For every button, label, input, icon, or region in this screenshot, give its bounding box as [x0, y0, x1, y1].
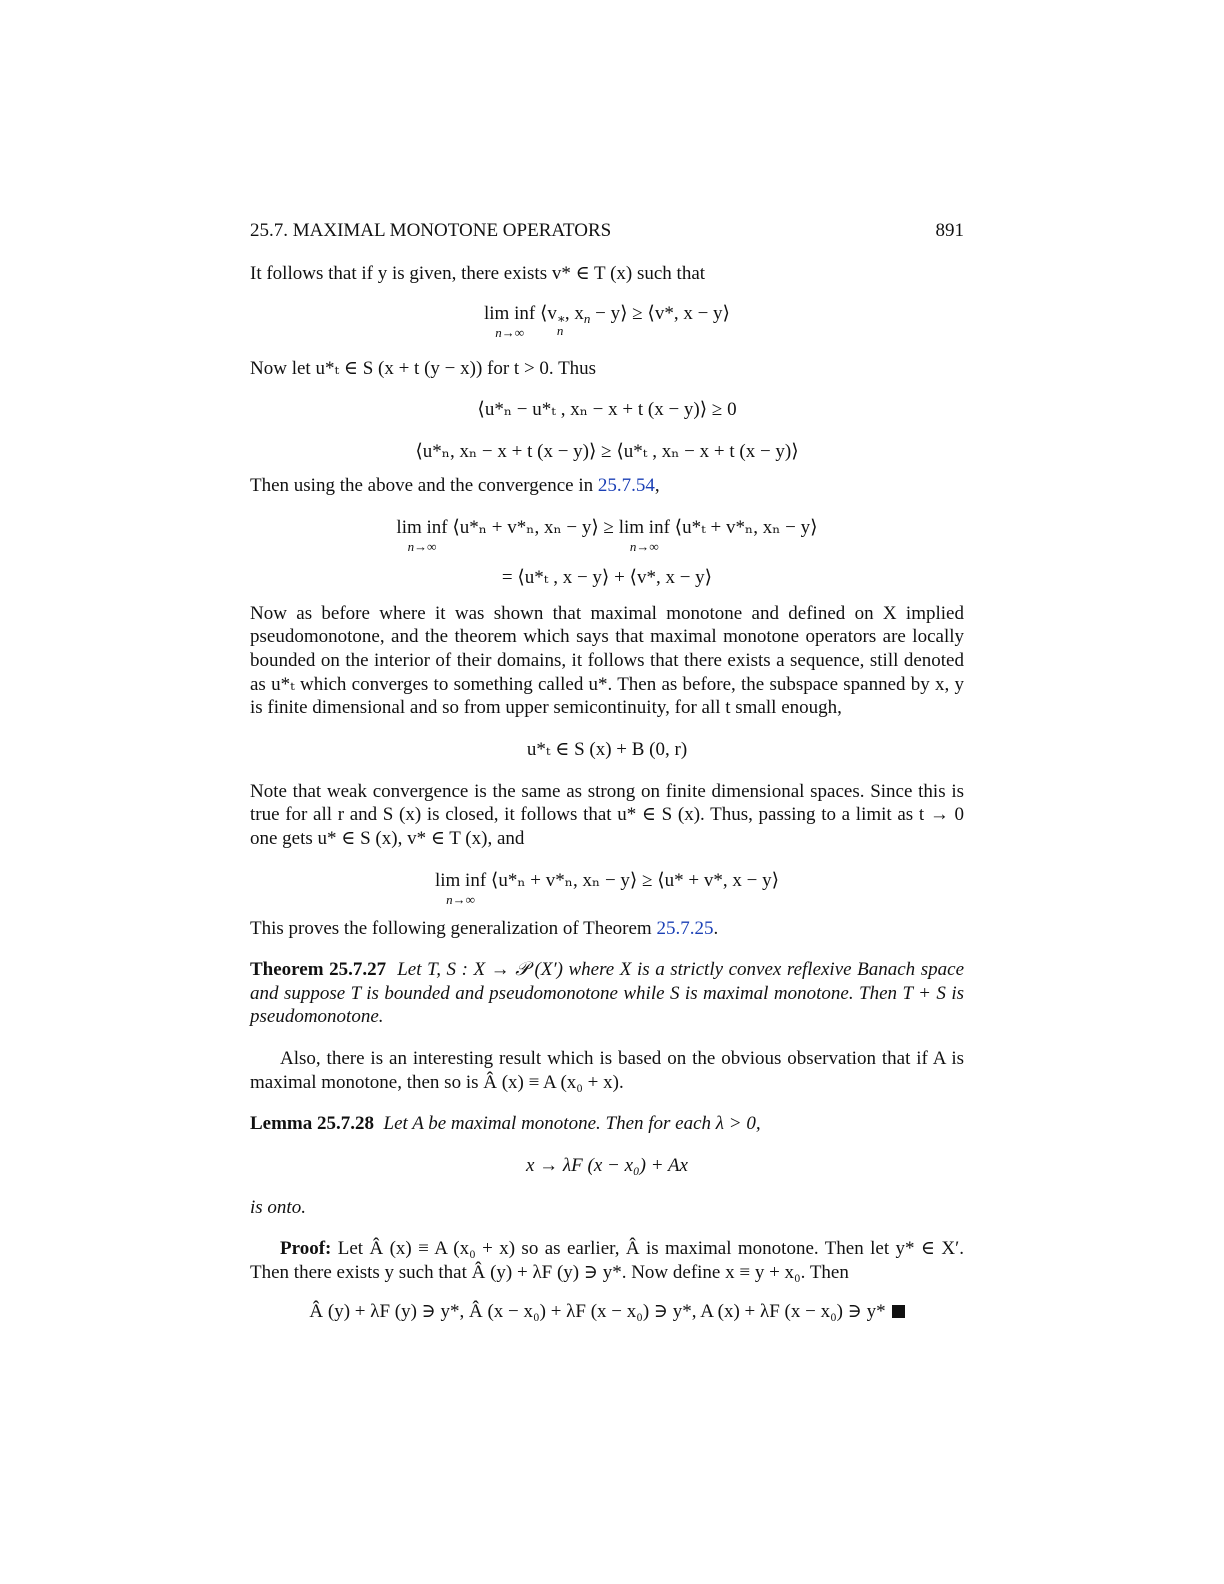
paragraph-2: Now let u*ₜ ∈ S (x + t (y − x)) for t > 0. Thus: [250, 357, 597, 379]
proof-label: Proof:: [280, 1238, 332, 1260]
lemma-label: Lemma 25.7.28: [250, 1113, 375, 1135]
paragraph-7: Also, there is an interesting result which is based on the obvious observation that if A is maximal monotone, then so is Â (x) ≡ A (x₀ + x).: [250, 1047, 964, 1093]
theorem-statement: Let T, S : X → 𝒫 (X′) where X is a strictly convex reflexive Banach space and suppose T is bounded and pseudomonotone while S is maximal monotone. Then T + S is pseudomonotone.: [250, 959, 965, 1028]
running-header: [250, 216, 964, 246]
equation-liminf-v: lim inf n→∞ ⟨v ∗ n , $x_n$ − y⟩ ≥ ⟨v*, x − y⟩: [484, 302, 730, 340]
theorem-label: Theorem 25.7.27: [250, 959, 387, 981]
liminf-operator: lim inf n→∞: [618, 516, 670, 554]
equation-monotone-2: ⟨u*ₙ, xₙ − x + t (x − y)⟩ ≥ ⟨u*ₜ , xₙ − x + t (x − y)⟩: [415, 441, 799, 463]
paragraph-1: It follows that if y is given, there exists v* ∈ T (x) such that: [250, 263, 706, 284]
theorem-25-7-27: [250, 958, 964, 1029]
proof-paragraph: Proof: Let Â (x) ≡ A (x₀ + x) so as earlier, Â is maximal monotone. Then let y* ∈ X′. Then there exists y such that Â (y) + λF (y) ∋ y*. Now define x ≡ y + x₀. Then: [250, 1238, 964, 1283]
equation-final: Â (y) + λF (y) ∋ y*, Â (x − x₀) + λF (x − x₀) ∋ y*, A (x) + λF (x − x₀) ∋ y*: [250, 1300, 964, 1324]
equation-ball: u*ₜ ∈ S (x) + B (0, r): [526, 738, 688, 760]
equation-monotone-1: ⟨u*ₙ − u*ₜ , xₙ − x + t (x − y)⟩ ≥ 0: [477, 399, 737, 421]
equation-liminf-u-v: lim inf n→∞ ⟨u*ₙ + v*ₙ, xₙ − y⟩ ≥ lim inf n→∞ ⟨u*ₜ + v*ₙ, xₙ − y⟩: [396, 516, 818, 554]
liminf-operator: lim inf n→∞: [434, 869, 487, 907]
page-number: 891: [935, 220, 964, 241]
paragraph-3: Then using the above and the convergence in 25.7.54,: [250, 475, 660, 497]
theorem-reference-link[interactable]: 25.7.25: [656, 917, 714, 939]
equation-sum: = ⟨u*ₜ , x − y⟩ + ⟨v*, x − y⟩: [501, 566, 713, 588]
paragraph-5: Note that weak convergence is the same as strong on finite dimensional spaces. Since this is true for all r and S (x) is closed, it follows that u* ∈ S (x). Thus, passing to a limit as t → 0 one gets u* ∈ S (x), v* ∈ T (x), and: [250, 780, 964, 849]
lemma-25-7-28: [250, 1112, 964, 1136]
paragraph-6: This proves the following generalization of Theorem 25.7.25.: [250, 917, 719, 939]
liminf-operator: lim inf n→∞: [484, 302, 536, 340]
equation-reference-link[interactable]: 25.7.54: [597, 475, 655, 497]
qed-square-icon: [892, 1305, 905, 1318]
equation-liminf-limit: lim inf n→∞ ⟨u*ₙ + v*ₙ, xₙ − y⟩ ≥ ⟨u* + v*, x − y⟩: [434, 869, 780, 907]
equation-onto-map: x → λF (x − x₀) + Ax: [526, 1154, 688, 1176]
liminf-operator: lim inf n→∞: [396, 516, 448, 554]
section-title: 25.7. MAXIMAL MONOTONE OPERATORS: [250, 220, 612, 241]
page-content: [250, 216, 964, 1324]
lemma-statement: Let A be maximal monotone. Then for each λ > 0,: [383, 1113, 761, 1135]
paragraph-4: Now as before where it was shown that maximal monotone and defined on X implied pseudomonotone, and the theorem which says that maximal monotone operators are locally bounded on the interior of their domains, it follows that there exists a sequence, still denoted as u*ₜ which converges to something called u*. Then as before, the subspace spanned by x, y is finite dimensional and so from upper semicontinuity, for all t small enough,: [250, 602, 964, 719]
lemma-conclusion: is onto.: [250, 1196, 306, 1218]
